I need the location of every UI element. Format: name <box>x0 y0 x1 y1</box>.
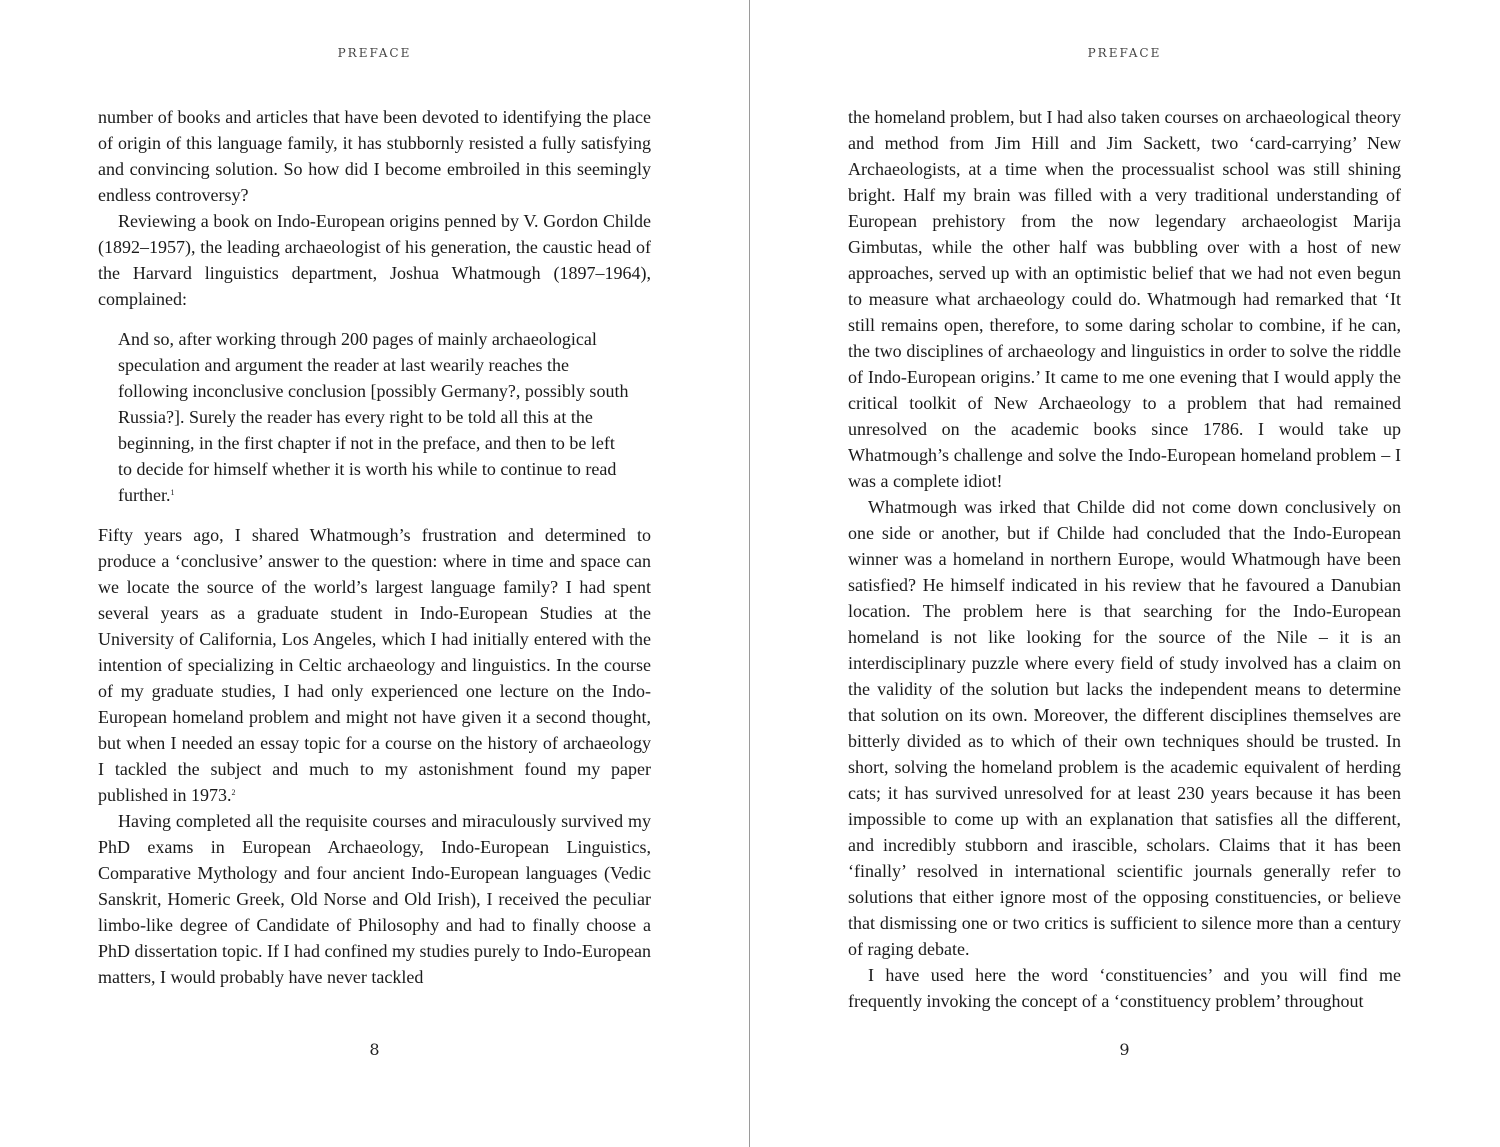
running-head: PREFACE <box>337 46 412 60</box>
paragraph-text: Fifty years ago, I shared Whatmough’s frustration and determined to produce a ‘conclusive’ answer to the question: where in time and space can we locate the source of the world’s largest language family? I had spent several years as a graduate student in Indo-European Studies at the University of California, Los Angeles, which I had initially entered with the intention of specializing in Celtic archaeology and linguistics. In the course of my graduate studies, I had only experienced one lecture on the Indo-European homeland problem and might not have given it a second thought, but when I needed an essay topic for a course on the history of archaeology I tackled the subject and much to my astonishment found my paper published in 1973. <box>98 525 651 805</box>
page-number: 8 <box>369 1040 380 1059</box>
page-number: 9 <box>1119 1040 1130 1059</box>
page-body <box>848 104 1401 1014</box>
paragraph: Reviewing a book on Indo-European origins penned by V. Gordon Childe (1892–1957), the leading archaeologist of his generation, the caustic head of the Harvard linguistics department, Joshua Whatmough (1897–1964), complained: <box>98 211 651 309</box>
footnote-marker: 1 <box>170 488 175 497</box>
block-quote <box>118 326 632 508</box>
right-page <box>750 0 1499 1147</box>
paragraph: Having completed all the requisite courses and miraculously survived my PhD exams in European Archaeology, Indo-European Linguistics, Comparative Mythology and four ancient Indo-European languages (Vedic Sanskrit, Homeric Greek, Old Norse and Old Irish), I received the peculiar limbo-like degree of Candidate of Philosophy and had to finally choose a PhD dissertation topic. If I had confined my studies purely to Indo-European matters, I would probably have never tackled <box>98 811 651 987</box>
footnote-marker: 2 <box>231 788 236 797</box>
left-page <box>0 0 749 1147</box>
quote-text: And so, after working through 200 pages of mainly archaeological speculation and argument the reader at last wearily reaches the following inconclusive conclusion [possibly Germany?, possibly south Russia?]. Surely the reader has every right to be told all this at the beginning, in the first chapter if not in the preface, and then to be left to decide for himself whether it is worth his while to continue to read further. <box>118 329 629 505</box>
paragraph: I have used here the word ‘constituencies’ and you will find me frequently invoking the concept of a ‘constituency problem’ throughout <box>848 965 1401 1011</box>
running-head: PREFACE <box>1087 46 1162 60</box>
paragraph <box>98 522 651 808</box>
paragraph: number of books and articles that have been devoted to identifying the place of origin of this language family, it has stubbornly resisted a fully satisfying and convincing solution. So how did I become embroiled in this seemingly endless controversy? <box>98 107 651 205</box>
page-body <box>98 104 651 990</box>
paragraph: the homeland problem, but I had also taken courses on archaeological theory and method from Jim Hill and Jim Sackett, two ‘card-carrying’ New Archaeologists, at a time when the processualist school was still shining bright. Half my brain was filled with a very traditional understanding of European prehistory from the now legendary archaeologist Marija Gimbutas, while the other half was bubbling over with a host of new approaches, served up with an optimistic belief that we had not even begun to measure what archaeology could do. Whatmough had remarked that ‘It still remains open, therefore, to some daring scholar to combine, if he can, the two disciplines of archaeology and linguistics in order to solve the riddle of Indo-European origins.’ It came to me one evening that I would apply the critical toolkit of New Archaeology to a problem that had remained unresolved on the academic books since 1786. I would take up Whatmough’s challenge and solve the Indo-European homeland problem – I was a complete idiot! <box>848 107 1401 491</box>
paragraph: Whatmough was irked that Childe did not come down conclusively on one side or another, but if Childe had concluded that the Indo-European winner was a homeland in northern Europe, would Whatmough have been satisfied? He himself indicated in his review that he favoured a Danubian location. The problem here is that searching for the Indo-European homeland is not like looking for the source of the Nile – it is an interdisciplinary puzzle where every field of study involved has a claim on the validity of the solution but lacks the independent means to determine that solution on its own. Moreover, the different disciplines themselves are bitterly divided as to which of their own techniques should be trusted. In short, solving the homeland problem is the academic equivalent of herding cats; it has survived unresolved for at least 230 years because it has been impossible to come up with an explanation that satisfies all the different, and incredibly stubborn and irascible, scholars. Claims that it has been ‘finally’ resolved in international scientific journals generally refer to solutions that either ignore most of the opposing constituencies, or believe that dismissing one or two critics is sufficient to silence more than a century of raging debate. <box>848 497 1401 959</box>
